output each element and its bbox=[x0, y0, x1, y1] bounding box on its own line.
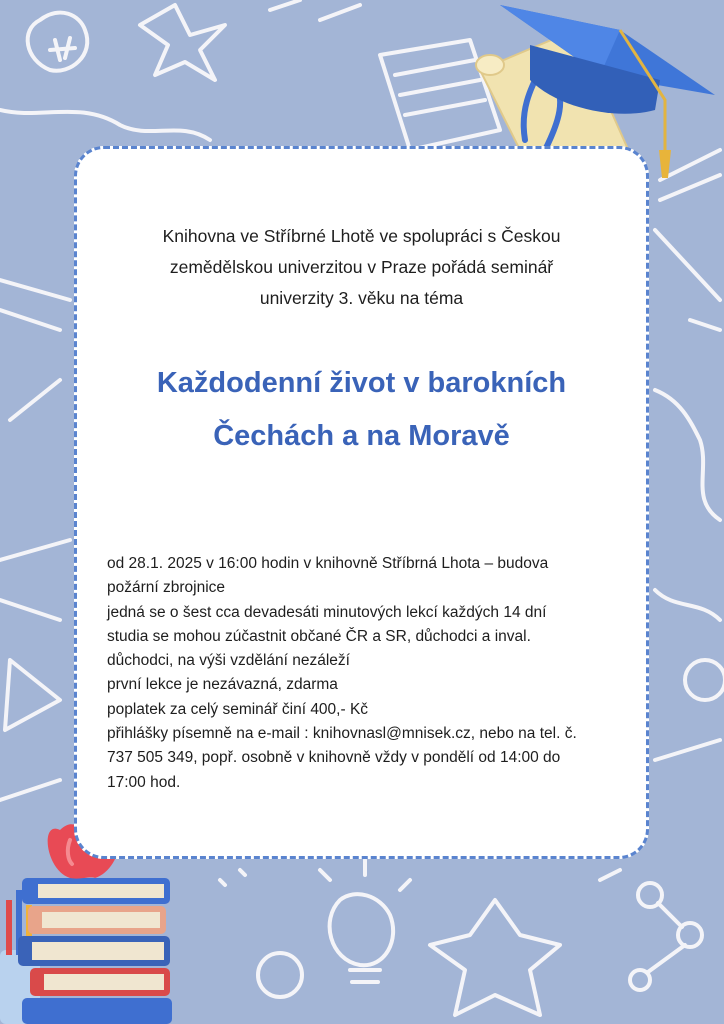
ruler-doodle-left bbox=[0, 280, 70, 420]
intro-line: univerzity 3. věku na téma bbox=[259, 288, 464, 308]
detail-line: od 28.1. 2025 v 16:00 hodin v knihovně Stříbrná Lhota – budova bbox=[107, 555, 549, 572]
lightbulb-doodle-bottom bbox=[320, 860, 410, 982]
star-doodle-bottom bbox=[430, 900, 560, 1015]
intro-line: Knihovna ve Stříbrné Lhotě ve spolupráci s Českou bbox=[162, 226, 561, 246]
detail-line: poplatek za celý seminář činí 400,- Kč bbox=[107, 700, 369, 718]
triangle-doodle-left bbox=[5, 660, 60, 730]
circle-doodle-right bbox=[685, 660, 724, 700]
intro-text bbox=[117, 221, 606, 314]
book-stack-icon bbox=[18, 878, 172, 1024]
molecule-doodle-bottom-right bbox=[630, 883, 702, 990]
detail-line: důchodci, na výši vzdělání nezáleží bbox=[107, 652, 350, 670]
invitation-card bbox=[74, 146, 649, 859]
intro-line: zemědělskou univerzitou v Praze pořádá seminář bbox=[169, 257, 554, 277]
contact-line: 737 505 349, popř. osobně v knihovně vždy v pondělí od 14:00 do bbox=[107, 749, 561, 767]
scribble-doodle-right bbox=[655, 390, 720, 520]
title-line: Čechách a na Moravě bbox=[213, 420, 510, 452]
seminar-title bbox=[97, 357, 626, 463]
detail-line: jedná se o šest cca devadesáti minutových lekcí každých 14 dní bbox=[107, 603, 547, 621]
seminar-details bbox=[107, 552, 616, 795]
detail-line: studia se mohou zúčastnit občané ČR a SR, důchodci a inval. bbox=[107, 627, 531, 645]
zigzag-doodle bbox=[270, 0, 360, 20]
lightbulb-doodle-top-left bbox=[28, 13, 88, 71]
ring-doodle-bottom bbox=[258, 953, 302, 997]
wave-doodle-left bbox=[0, 110, 210, 140]
star-doodle-top bbox=[140, 5, 225, 80]
dots-doodle-bottom bbox=[220, 870, 620, 885]
contact-line: přihlášky písemně na e-mail : knihovnasl@mnisek.cz, nebo na tel. č. bbox=[107, 725, 577, 743]
contact-line: 17:00 hod. bbox=[107, 773, 181, 791]
detail-line: požární zbrojnice bbox=[107, 579, 226, 597]
detail-line: první lekce je nezávazná, zdarma bbox=[107, 676, 338, 694]
title-line: Každodenní život v barokních bbox=[156, 367, 567, 399]
